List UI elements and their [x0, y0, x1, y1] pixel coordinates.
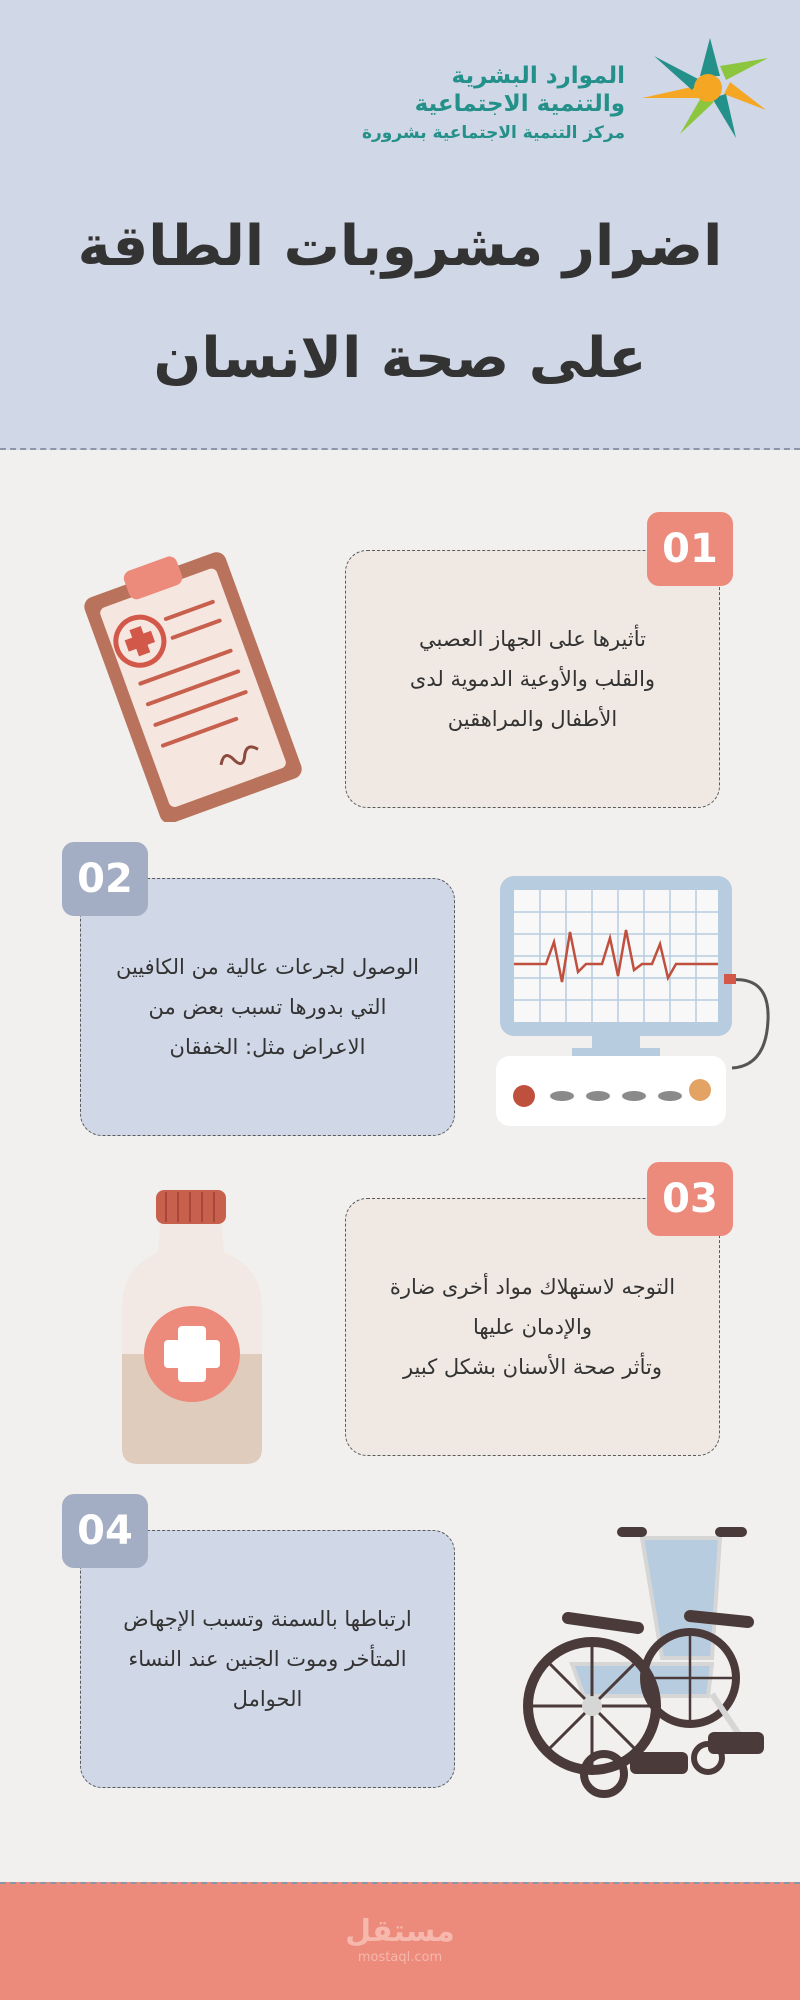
- item-number-badge: 03: [647, 1162, 733, 1236]
- medicine-bottle-icon: [112, 1186, 272, 1468]
- harm-card-1: [345, 550, 720, 808]
- footer: [0, 1882, 800, 2000]
- watermark-arabic: مستقل: [345, 1914, 455, 1949]
- harm-card-3: [345, 1198, 720, 1456]
- clipboard-icon: [72, 548, 312, 822]
- harm-card-text: تأثيرها على الجهاز العصبي والقلب والأوعية الدموية لدى الأطفال والمراهقين: [409, 627, 656, 731]
- page-title-line2: على صحة الانسان: [153, 326, 647, 391]
- watermark-logo: [0, 1914, 800, 1966]
- org-name-line2: والتنمية الاجتماعية: [414, 91, 625, 117]
- heart-monitor-icon: [492, 872, 780, 1134]
- item-number-badge: 01: [647, 512, 733, 586]
- harm-card-text: التوجه لاستهلاك مواد أخرى ضارة والإدمان عليها وتأثر صحة الأسنان بشكل كبير: [389, 1275, 676, 1379]
- harm-card-text: الوصول لجرعات عالية من الكافيين التي بدورها تسبب بعض من الاعراض مثل: الخفقان: [115, 955, 420, 1059]
- org-center-name: مركز التنمية الاجتماعية بشرورة: [361, 123, 625, 143]
- logo-mark-icon: [640, 36, 770, 140]
- harm-card-2: [80, 878, 455, 1136]
- watermark-domain: mostaql.com: [357, 1950, 443, 1965]
- item-number-badge: 04: [62, 1494, 148, 1568]
- org-logo-text: [362, 62, 625, 146]
- header: [0, 0, 800, 450]
- harm-card-text: ارتباطها بالسمنة وتسبب الإجهاض المتأخر وموت الجنين عند النساء الحوامل: [123, 1607, 412, 1711]
- wheelchair-icon: [512, 1518, 768, 1802]
- org-name-line1: الموارد البشرية: [451, 63, 625, 89]
- harm-card-4: [80, 1530, 455, 1788]
- page-title-line1: اضرار مشروبات الطاقة: [77, 214, 723, 279]
- item-number-badge: 02: [62, 842, 148, 916]
